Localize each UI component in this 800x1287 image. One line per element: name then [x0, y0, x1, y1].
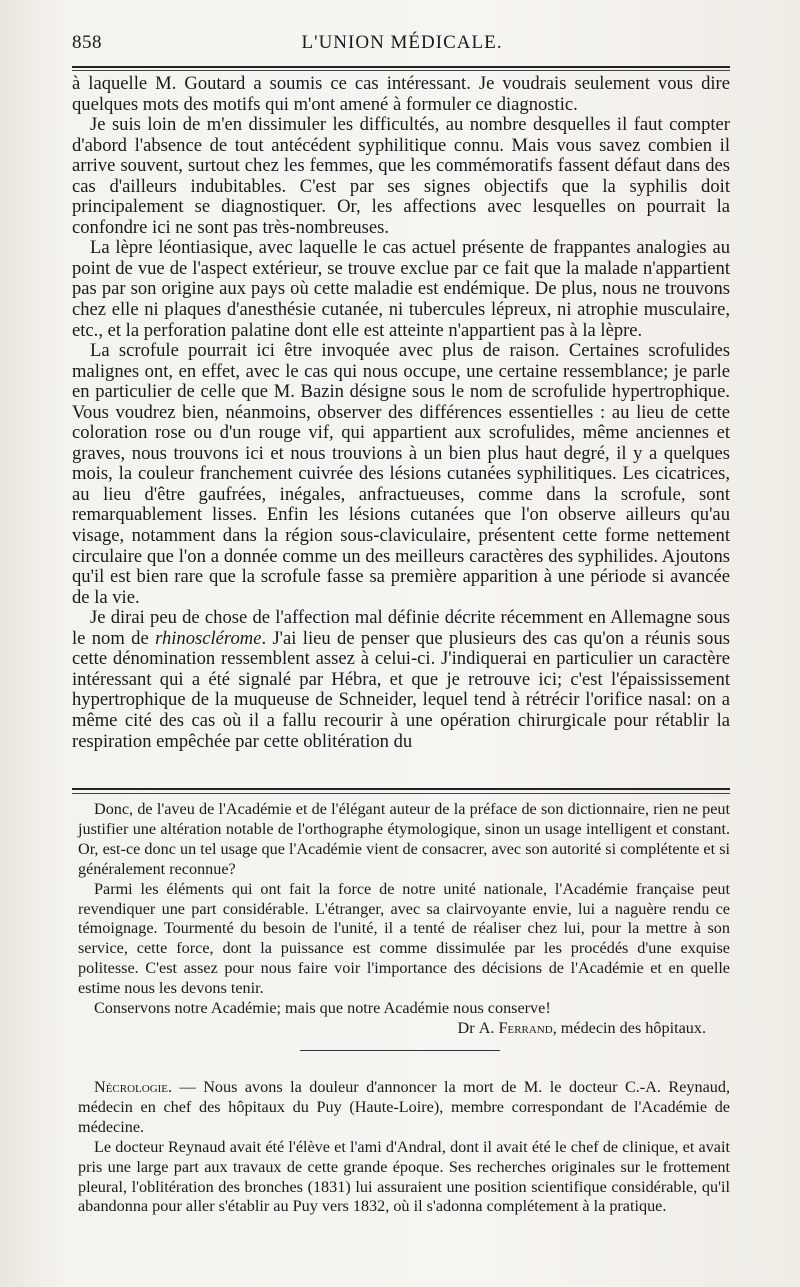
- feuilleton-rule-thin: [72, 793, 730, 794]
- signature-title: Dr: [457, 1018, 475, 1037]
- main-paragraph-5-start: Je dirai peu de chose de l'affection mal définie décrite récemment en Allemagne sous le nom de: [72, 607, 730, 649]
- page-number: 858: [72, 32, 102, 53]
- rhinoscleroma-term: rhinosclérome: [155, 627, 262, 649]
- main-paragraph-3: La lèpre léontiasique, avec laquelle le cas actuel présente de frappantes analogies au point de vue de l'aspect extérieur, se trouve exclue par ce fait que la malade n'appartient pas par son origine aux pays où cette maladie est endémique. De plus, nous ne trouvons chez elle ni plaques d'anesthésie cutanée, ni tubercules lépreux, ni atrophie musculaire, etc., et la perforation palatine dont elle est atteinte n'appartient pas à la lèpre.: [72, 237, 730, 341]
- header-rule: [72, 66, 730, 68]
- main-paragraph-4: La scrofule pourrait ici être invoquée avec plus de raison. Certaines scrofulides malignes ont, en effet, avec le cas qui nous occupe, une certaine ressemblance; je parle en particulier de celle que M. Bazin désigne sous le nom de scrofulide hypertrophique. Vous voudrez bien, néanmoins, observer des différences essentielles : au lieu de cette coloration rose ou d'un rouge vif, qui appartient aux scrofulides, même anciennes et graves, nous trouvons ici et nous trouvions à un bien plus haut degré, il y a quelques mois, la couleur franchement cuivrée des lésions cutanées syphilitiques. Les cicatrices, au lieu d'être gaufrées, inégales, anfractueuses, comme dans la scrofule, sont remarquablement lisses. Enfin les lésions cutanées que l'on observe ailleurs qu'au visage, notamment dans la région sous-claviculaire, présentent cette forme nettement circulaire que l'on a donnée comme un des meilleurs caractères des syphilides. Ajoutons qu'il est bien rare que la scrofule fasse sa première apparition à une période si avancée de la vie.: [72, 340, 730, 608]
- header-rule-thin: [72, 70, 730, 71]
- feuilleton-paragraph-2: Parmi les éléments qui ont fait la force de notre unité nationale, l'Académie française peut revendiquer une part considérable. L'étranger, avec sa clairvoyante envie, lui a naguère rendu ce témoignage. Tourmenté du besoin de l'unité, il a tenté de réaliser chez lui, pour la mettre à son service, cette force, dont la puissance est comme dissimulée par les procédés d'une exquise politesse. C'est assez pour nous faire voir l'importance des décisions de l'Académie et en quelle estime nous les devons tenir.: [78, 879, 730, 998]
- main-paragraph-2: Je suis loin de m'en dissimuler les difficultés, au nombre desquelles il faut compter d'abord l'absence de tout antécédent syphilitique connu. Mais vous savez combien il arrive souvent, surtout chez les femmes, que les commémoratifs fassent défaut dans des cas d'ailleurs indubitables. C'est par ses signes objectifs que la syphilis doit principalement se diagnostiquer. Or, les affections avec lesquelles on pourrait la confondre ici ne sont pas très-nombreuses.: [72, 114, 730, 238]
- main-paragraph-5: [72, 608, 730, 752]
- page-header: [72, 28, 732, 58]
- necrologie-section: [78, 1078, 730, 1217]
- necrologie-paragraph-2: Le docteur Reynaud avait été l'élève et l'ami d'Andral, dont il avait été le chef de clinique, et avait pris une large part aux travaux de cette grande époque. Ses recherches originales sur le frottement pleural, l'oblitération des bronches (1831) lui assuraient une position scientifique considérable, qu'il abandonna pour aller s'établir au Puy vers 1832, où il s'adonna complétement à la pratique.: [78, 1137, 730, 1216]
- signature-name: A. Ferrand: [478, 1018, 553, 1037]
- feuilleton-paragraph-1: Donc, de l'aveu de l'Académie et de l'élégant auteur de la préface de son dictionnaire, rien ne peut justifier une altération notable de l'orthographe étymologique, sinon un usage intelligent et constant. Or, est-ce donc un tel usage que l'Académie vient de consacrer, avec son autorité si complétente et si généralement reconnue?: [78, 800, 730, 878]
- signature: [78, 1019, 730, 1039]
- main-article: [72, 74, 730, 752]
- running-title: L'UNION MÉDICALE.: [301, 32, 503, 53]
- feuilleton-paragraph-3: Conservons notre Académie; mais que notre Académie nous conserve!: [94, 999, 551, 1018]
- signature-role: , médecin des hôpitaux.: [552, 1018, 706, 1037]
- necrologie-label: Nécrologie.: [94, 1078, 173, 1096]
- necrologie-paragraph-1: [78, 1078, 730, 1138]
- section-separator: [300, 1050, 500, 1051]
- main-paragraph-5-end: . J'ai lieu de penser que plusieurs des cas qu'on a réunis sous cette dénomination ressemblent assez à celui-ci. J'indiquerai en particulier un caractère intéressant qui a été signalé par Hébra, et que je retrouve ici; c'est l'épaississement hypertrophique de la muqueuse de Schneider, lequel tend à rétrécir l'orifice nasal: on a même cité des cas où il a fallu recourir à une opération chirurgicale pour rétablir la respiration empêchée par cette oblitération du: [72, 627, 730, 752]
- necrologie-text: — Nous avons la douleur d'annoncer la mort de M. le docteur C.-A. Reynaud, médecin en chef des hôpitaux du Puy (Haute-Loire), membre correspondant de l'Académie de médecine.: [78, 1078, 730, 1136]
- feuilleton-section: [78, 800, 730, 1039]
- main-paragraph-1: à laquelle M. Goutard a soumis ce cas intéressant. Je voudrais seulement vous dire quelques mots des motifs qui m'ont amené à formuler ce diagnostic.: [72, 73, 730, 115]
- feuilleton-rule: [72, 788, 730, 790]
